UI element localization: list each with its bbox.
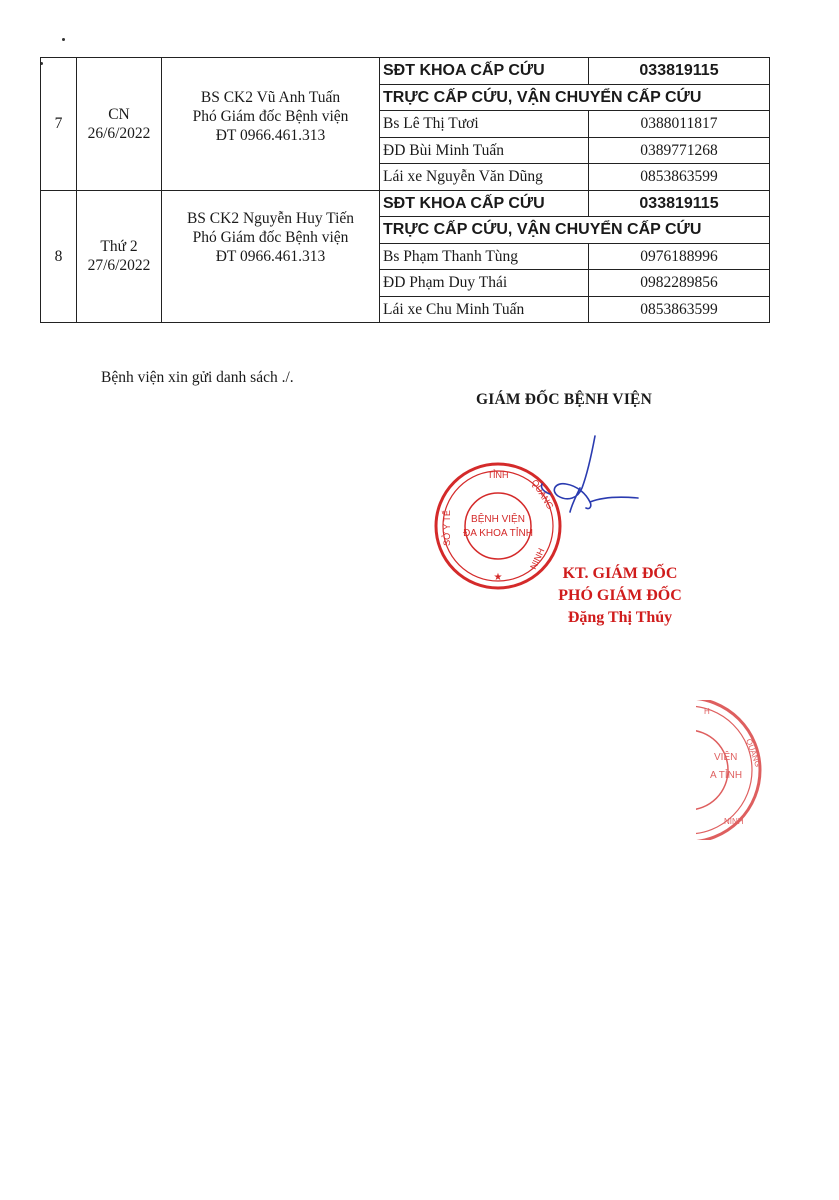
director-heading: GIÁM ĐỐC BỆNH VIỆN xyxy=(476,391,652,408)
duty-header: TRỰC CẤP CỨU, VẬN CHUYỂN CẤP CỨU xyxy=(380,217,770,244)
staff-phone: 0982289856 xyxy=(589,270,770,297)
leader-cell xyxy=(162,58,380,191)
svg-text:QUẢNG: QUẢNG xyxy=(744,737,763,769)
svg-text:H: H xyxy=(704,707,710,716)
staff-phone: 0388011817 xyxy=(589,111,770,138)
table-row xyxy=(41,190,770,217)
seal-ring-bottom-right: NINH xyxy=(528,546,547,571)
leader-name: BS CK2 Vũ Anh Tuấn xyxy=(200,89,341,106)
signature-line2: PHÓ GIÁM ĐỐC xyxy=(558,587,682,604)
day-name: Thứ 2 xyxy=(100,238,138,256)
staff-name: Lái xe Chu Minh Tuấn xyxy=(380,296,589,323)
hotline-number: 033819115 xyxy=(589,58,770,85)
duty-date: 26/6/2022 xyxy=(87,124,151,142)
leader-name: BS CK2 Nguyễn Huy Tiến xyxy=(186,209,355,227)
staff-phone: 0853863599 xyxy=(589,164,770,191)
leader-title: Phó Giám đốc Bệnh viện xyxy=(192,228,349,246)
staff-name: ĐD Phạm Duy Thái xyxy=(380,270,589,297)
hotline-label: SĐT KHOA CẤP CỨU xyxy=(380,190,589,217)
duty-day-cell xyxy=(77,58,162,191)
leader-phone: ĐT 0966.461.313 xyxy=(215,247,326,265)
scan-speck xyxy=(62,38,65,41)
closing-text: Bệnh viện xin gửi danh sách ./. xyxy=(101,369,294,386)
hotline-label: SĐT KHOA CẤP CỨU xyxy=(380,58,589,85)
staff-phone: 0976188996 xyxy=(589,243,770,270)
leader-cell xyxy=(162,190,380,323)
staff-name: Bs Phạm Thanh Tùng xyxy=(380,243,589,270)
seal-center-line2: ĐA KHOA TỈNH xyxy=(463,528,533,539)
signature-block xyxy=(520,563,720,629)
signature-line1: KT. GIÁM ĐỐC xyxy=(562,565,678,582)
seal-ring-left: SỞ Y TẾ xyxy=(442,510,452,546)
duty-day-cell xyxy=(77,190,162,323)
row-number: 7 xyxy=(41,58,77,191)
handwritten-signature xyxy=(520,432,670,532)
staff-name: Bs Lê Thị Tươi xyxy=(380,111,589,138)
signatory-name: Đặng Thị Thúy xyxy=(567,609,673,626)
seal-center-line1: BỆNH VIỆN xyxy=(471,514,525,525)
svg-text:NINH: NINH xyxy=(724,817,744,826)
day-name: CN xyxy=(108,105,130,123)
svg-text:A TỈNH: A TỈNH xyxy=(710,770,743,781)
staff-name: ĐD Bùi Minh Tuấn xyxy=(380,137,589,164)
duty-header: TRỰC CẤP CỨU, VẬN CHUYỂN CẤP CỨU xyxy=(380,84,770,111)
row-number: 8 xyxy=(41,190,77,323)
seal-ring-right: QUẢNG xyxy=(529,477,556,512)
staff-phone: 0853863599 xyxy=(589,296,770,323)
svg-text:★: ★ xyxy=(493,572,503,583)
duty-roster-table xyxy=(40,57,770,323)
duty-date: 27/6/2022 xyxy=(87,257,151,275)
svg-text:VIỆN: VIỆN xyxy=(714,752,738,763)
staff-phone: 0389771268 xyxy=(589,137,770,164)
seal-ring-top: TỈNH xyxy=(487,470,509,480)
leader-title: Phó Giám đốc Bệnh viện xyxy=(192,108,349,125)
leader-phone: ĐT 0966.461.313 xyxy=(215,127,326,144)
hotline-number: 033819115 xyxy=(589,190,770,217)
table-row xyxy=(41,58,770,85)
staff-name: Lái xe Nguyễn Văn Dũng xyxy=(380,164,589,191)
partial-seal xyxy=(696,700,839,840)
